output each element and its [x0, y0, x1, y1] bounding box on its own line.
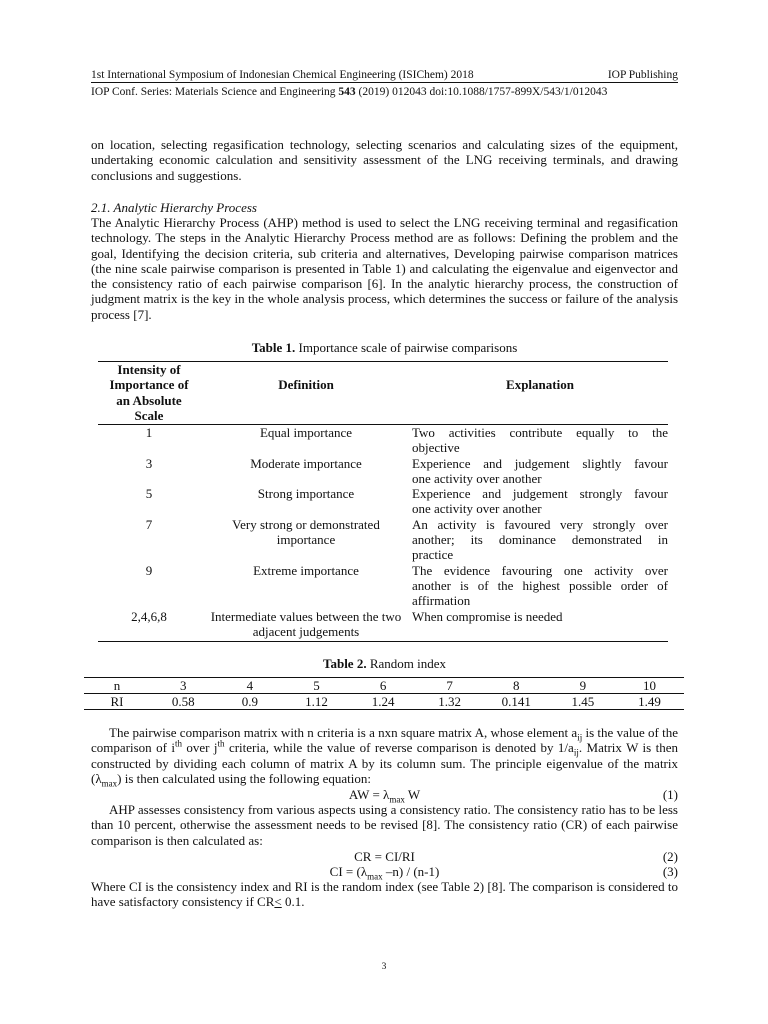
table1-caption — [91, 340, 678, 355]
definition-cell: Extreme importance — [253, 562, 359, 578]
intensity-value: 7 — [145, 516, 153, 532]
table2-title: Random index — [366, 656, 447, 671]
explanation-cell: Experience and judgement strongly favour one activity over another — [412, 486, 668, 517]
definition-cell: Moderate importance — [250, 455, 362, 471]
explanation-cell: Two activities contribute equally to the objective — [412, 425, 668, 456]
definition-cell: Equal importance — [259, 425, 353, 440]
random-index-table — [84, 677, 684, 710]
table2-caption — [91, 656, 678, 671]
equation-3: CI = ($\lambda_{max}$ –n) / (n-1) (3) — [329, 864, 678, 882]
table2-label: Table 2. — [322, 656, 367, 671]
explanation-cell: The evidence favouring one activity over another is of the highest possible order of affirmation — [412, 562, 668, 609]
definition-cell: Intermediate values between the two adjacent judgements — [210, 608, 402, 639]
table1-header-row — [98, 362, 668, 424]
equation-number: (3) — [662, 864, 678, 879]
series-line — [91, 85, 678, 99]
importance-scale-table — [98, 361, 668, 642]
equation-number: (2) — [662, 849, 678, 864]
equation-1: AW = $\lambda_{max}$ W (1) — [348, 787, 678, 805]
header-rule — [91, 82, 678, 83]
intensity-value: 9 — [145, 562, 153, 578]
table-row — [98, 517, 668, 563]
table-row — [98, 563, 668, 609]
intensity-value: 1 — [145, 425, 153, 440]
series-name: IOP Conf. Series: Materials Science and Engineering — [91, 86, 339, 98]
definition-cell: Strong importance — [257, 486, 355, 502]
table2-bottom-rule — [84, 709, 684, 710]
table1-bottom-rule — [98, 641, 668, 642]
equation-2: CR = CI/RI (2) — [354, 849, 678, 864]
conference-title: 1st International Symposium of Indonesian Chemical Engineering (ISIChem) 2018 — [91, 69, 474, 81]
explanation-cell: When compromise is needed — [412, 608, 563, 624]
doi-citation: (2019) 012043 doi:10.1088/1757-899X/543/1/012043 — [355, 86, 608, 98]
table2-n-row: n 3 4 5 6 7 8 9 10 — [113, 678, 656, 693]
intensity-value: 3 — [145, 455, 153, 471]
intensity-value: 5 — [145, 486, 153, 502]
body-paragraph-1: The pairwise comparison matrix with n criteria is a nxn square matrix A, whose element $a_{ij}$ is the value of the comparison of $i^{th}$ over $j^{th}$ criteria, while the value of reverse comparison is denoted by $1/a_{ij}$. Matrix W is then constructed by dividing each column of matrix A by its column sum. The principle eigenvalue of the matrix $(\lambda_{max})$ is then calculated using the following equation: — [91, 725, 679, 789]
body-paragraph-2: AHP assesses consistency from various aspects using a consistency ratio. The consistency ratio has to be less than 10 percent, otherwise the assessment needs to be revised [8]. The consistency ratio (CR) of each pairwise comparison is then calculated as: — [91, 802, 678, 848]
definition-cell: Very strong or demonstrated importance — [232, 516, 380, 548]
publisher: IOP Publishing — [607, 69, 678, 81]
table1-label: Table 1. — [251, 340, 296, 355]
header-intensity: Intensity of Importance of an Absolute Scale — [109, 362, 189, 423]
table-row — [98, 456, 668, 487]
volume: 543 — [338, 86, 356, 98]
table1-title: Importance scale of pairwise comparisons — [295, 340, 518, 355]
explanation-cell: An activity is favoured very strongly over another; its dominance demonstrated in practice — [412, 516, 668, 563]
table-row — [98, 609, 668, 640]
section-heading: 2.1. Analytic Hierarchy Process — [91, 200, 257, 215]
table2-ri-row: RI 0.58 0.9 1.12 1.24 1.32 0.141 1.45 1.49 — [110, 694, 661, 709]
equation-number: (1) — [662, 787, 678, 802]
header-explanation: Explanation — [506, 377, 574, 393]
table-row — [98, 425, 668, 456]
page-number: 3 — [381, 962, 387, 972]
intro-paragraph: on location, selecting regasification technology, selecting scenarios and calculating sizes of the equipment, undertaking economic calculation and sensitivity assessment of the LNG receiving terminals, and drawing conclusions and suggestions. — [91, 137, 678, 183]
explanation-cell: Experience and judgement slightly favour one activity over another — [412, 455, 668, 486]
header-definition: Definition — [278, 377, 334, 393]
intensity-value: 2,4,6,8 — [131, 608, 167, 624]
table-row — [98, 486, 668, 517]
body-paragraph-3: Where CI is the consistency index and RI is the random index (see Table 2) [8]. The comparison is considered to have satisfactory consistency if CR< 0.1. — [91, 879, 678, 910]
running-header — [91, 68, 678, 82]
section-paragraph: The Analytic Hierarchy Process (AHP) method is used to select the LNG receiving terminal and regasification technology. The steps in the Analytic Hierarchy Process method are as follows: Defining the problem and the goal, Identifying the decision criteria, sub criteria and alternatives, Developing pairwise comparison matrices (the nine scale pairwise comparison is presented in Table 1) and calculating the eigenvalue and eigenvector and the consistency ratio of each pairwise comparison [6]. In the analytic hierarchy process, the construction of judgment matrix is the key in the whole analysis process, which determines the success or failure of the analysis process [7]. — [91, 215, 678, 322]
